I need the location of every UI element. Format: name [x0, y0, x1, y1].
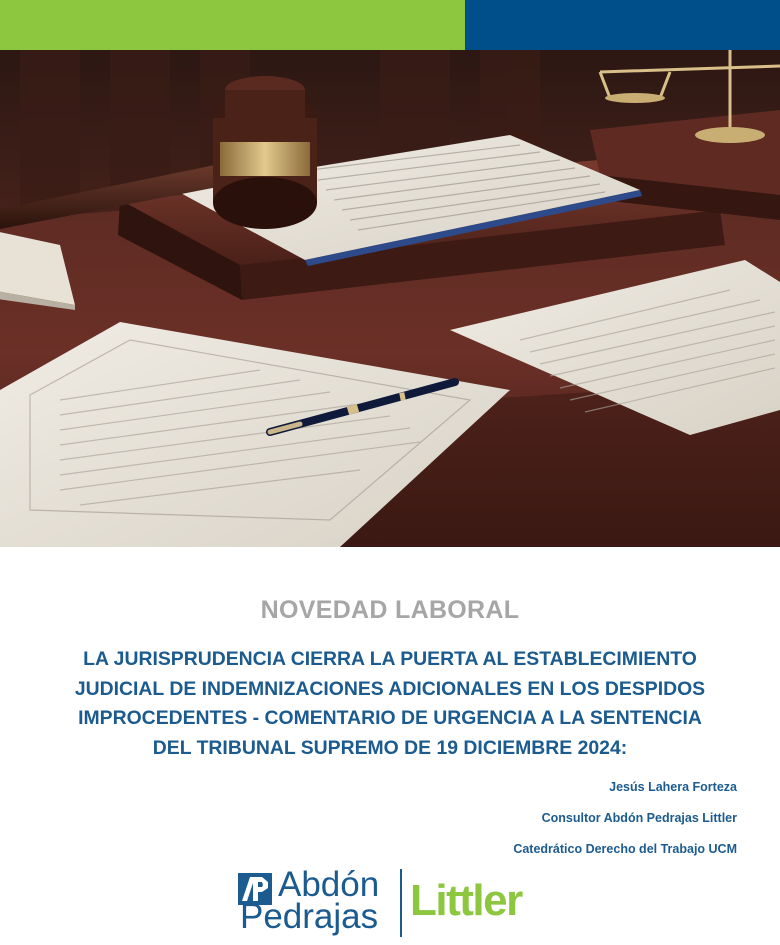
- hero-image: [0, 50, 780, 547]
- title-line: JUDICIAL DE INDEMNIZACIONES ADICIONALES EN LOS DESPIDOS: [74, 677, 706, 700]
- title-line: DEL TRIBUNAL SUPREMO DE 19 DICIEMBRE 2024:: [152, 736, 628, 759]
- accent-bar-green: [0, 0, 465, 50]
- logo-word-abdon: Abdón: [278, 865, 380, 904]
- kicker-label: NOVEDAD LABORAL: [260, 596, 520, 624]
- top-accent-bar: [0, 0, 780, 50]
- document-title: [30, 645, 750, 763]
- logo-divider: [400, 869, 402, 937]
- author-name: Jesús Lahera Forteza: [609, 780, 737, 794]
- abdon-pedrajas-littler-logo: [238, 866, 543, 940]
- courtroom-photo-illustration: [0, 50, 780, 547]
- title-line: LA JURISPRUDENCIA CIERRA LA PUERTA AL ESTABLECIMIENTO: [83, 648, 697, 670]
- author-role-consultant: Consultor Abdón Pedrajas Littler: [541, 811, 737, 825]
- title-line: IMPROCEDENTES - COMENTARIO DE URGENCIA A LA SENTENCIA: [78, 707, 702, 729]
- logo-word-pedrajas: Pedrajas: [240, 897, 379, 936]
- author-role-professor: Catedrático Derecho del Trabajo UCM: [513, 842, 737, 856]
- accent-bar-blue: [465, 0, 780, 50]
- logo-word-littler: Littler: [410, 876, 522, 925]
